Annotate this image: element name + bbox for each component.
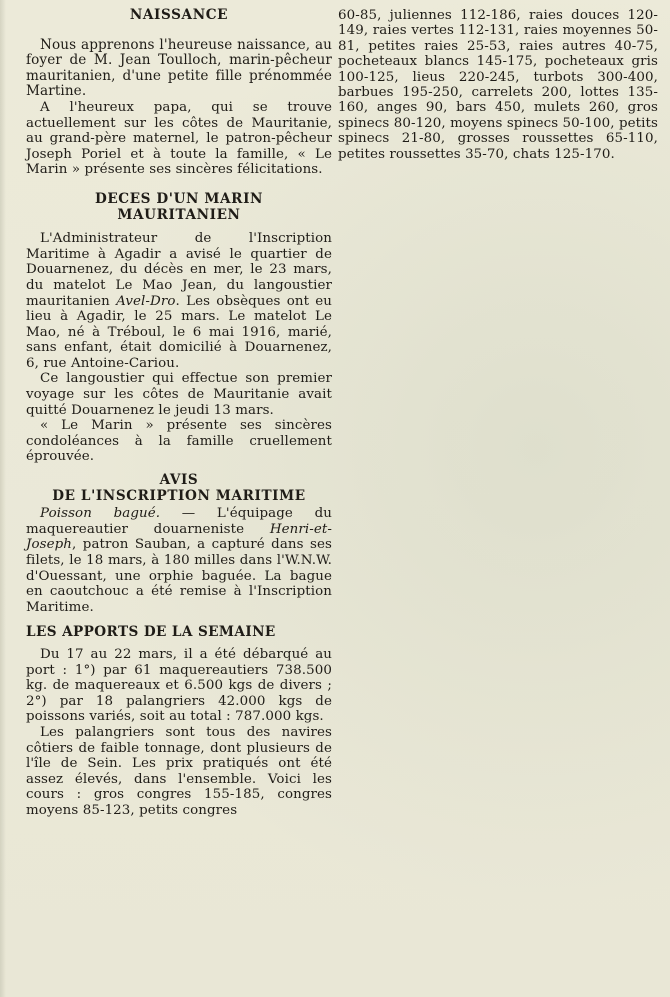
avis-lead: Poisson bagué. [40, 506, 161, 522]
left-column [26, 8, 332, 819]
naissance-paragraph-1: Nous apprenons l'heureuse naissance, au foyer de M. Jean Toulloch, marin-pêcheur mauritanien, d'une petite fille prénommée Martine. [26, 36, 332, 100]
deces-paragraph-2: Ce langoustier qui effectue son premier voyage sur les côtes de Mauritanie avait quitté Douarnenez le jeudi 13 mars. [26, 371, 332, 418]
deces-title-line-2: MAURITANIEN [117, 206, 241, 223]
avis-title [26, 473, 332, 504]
deces-boat-name: Avel-Dro [116, 293, 176, 309]
apports-title: LES APPORTS DE LA SEMAINE [26, 624, 276, 641]
avis-paragraph-b: , patron Sauban, a capturé dans ses filets, le 18 mars, à 180 milles dans l'W.N.W. d'Ouessant, une orphie baguée. La bague en caoutchouc a été remise à l'Inscription Maritime. [26, 537, 332, 615]
deces-title [26, 192, 332, 223]
page-fold-shadow [0, 0, 6, 997]
deces-title-line-1: DECES D'UN MARIN [94, 190, 264, 207]
apports-paragraph-1: Du 17 au 22 mars, il a été débarqué au port : 1°) par 61 maquereautiers 738.500 kg. de maquereaux et 6.500 kgs de divers ; 2°) par 18 palangriers 42.000 kgs de poissons variés, soit au total : 787.000 kgs. [26, 646, 332, 725]
article-naissance [26, 8, 332, 178]
article-deces [26, 192, 332, 465]
deces-paragraph-1-a: L'Administrateur de l'Inscription Maritime à Agadir a avisé le quartier de Douarnenez, du décès en mer, le 23 mars, du matelot Le Mao Jean, du langoustier mauritanien [26, 231, 332, 309]
apports-paragraph-2: Les palangriers sont tous des navires côtiers de faible tonnage, dont plusieurs de l'île de Sein. Les prix pratiqués ont été assez élevés, dans l'ensemble. Voici les cours : gros congres 155-185, congres moyens 85-123, petits congres [26, 724, 332, 818]
avis-title-line-2: DE L'INSCRIPTION MARITIME [52, 487, 306, 504]
naissance-paragraph-2: A l'heureux papa, qui se trouve actuellement sur les côtes de Mauritanie, au grand-père maternel, le patron-pêcheur Joseph Poriel et à toute la famille, « Le Marin » présente ses sincères félicitations. [26, 99, 332, 178]
deces-paragraph-1-b: . Les obsèques ont eu lieu à Agadir, le 25 mars. Le matelot Le Mao, né à Tréboul, le 6 mai 1916, marié, sans enfant, était domicilié à Douarnenez, 6, rue Antoine-Cariou. [26, 293, 333, 371]
deces-paragraph-3: « Le Marin » présente ses sincères condoléances à la famille cruellement éprouvée. [26, 418, 332, 465]
avis-boat-name: Henri-et-Joseph [26, 521, 332, 553]
avis-title-line-1: AVIS [159, 472, 199, 489]
naissance-title: NAISSANCE [129, 7, 229, 23]
avis-paragraph-a: — L'équipage du maquereautier douarneniste [26, 506, 332, 537]
avis-paragraph [26, 506, 332, 615]
article-apports [26, 625, 332, 818]
deces-paragraph-1 [26, 231, 332, 371]
apports-continuation: 60-85, juliennes 112-186, raies douces 120-149, raies vertes 112-131, raies moyennes 50-81, petites raies 25-53, raies autres 40-75, pocheteaux blancs 145-175, pocheteaux gris 100-125, lieus 220-245, turbots 300-400, barbues 195-250, carrelets 200, lottes 135-160, anges 90, bars 450, mulets 260, gros spinecs 80-120, moyens spinecs 50-100, petits spinecs 21-80, grosses roussettes 65-110, petites roussettes 35-70, chats 125-170. [338, 8, 658, 162]
right-column [338, 8, 658, 162]
article-avis [26, 473, 332, 615]
